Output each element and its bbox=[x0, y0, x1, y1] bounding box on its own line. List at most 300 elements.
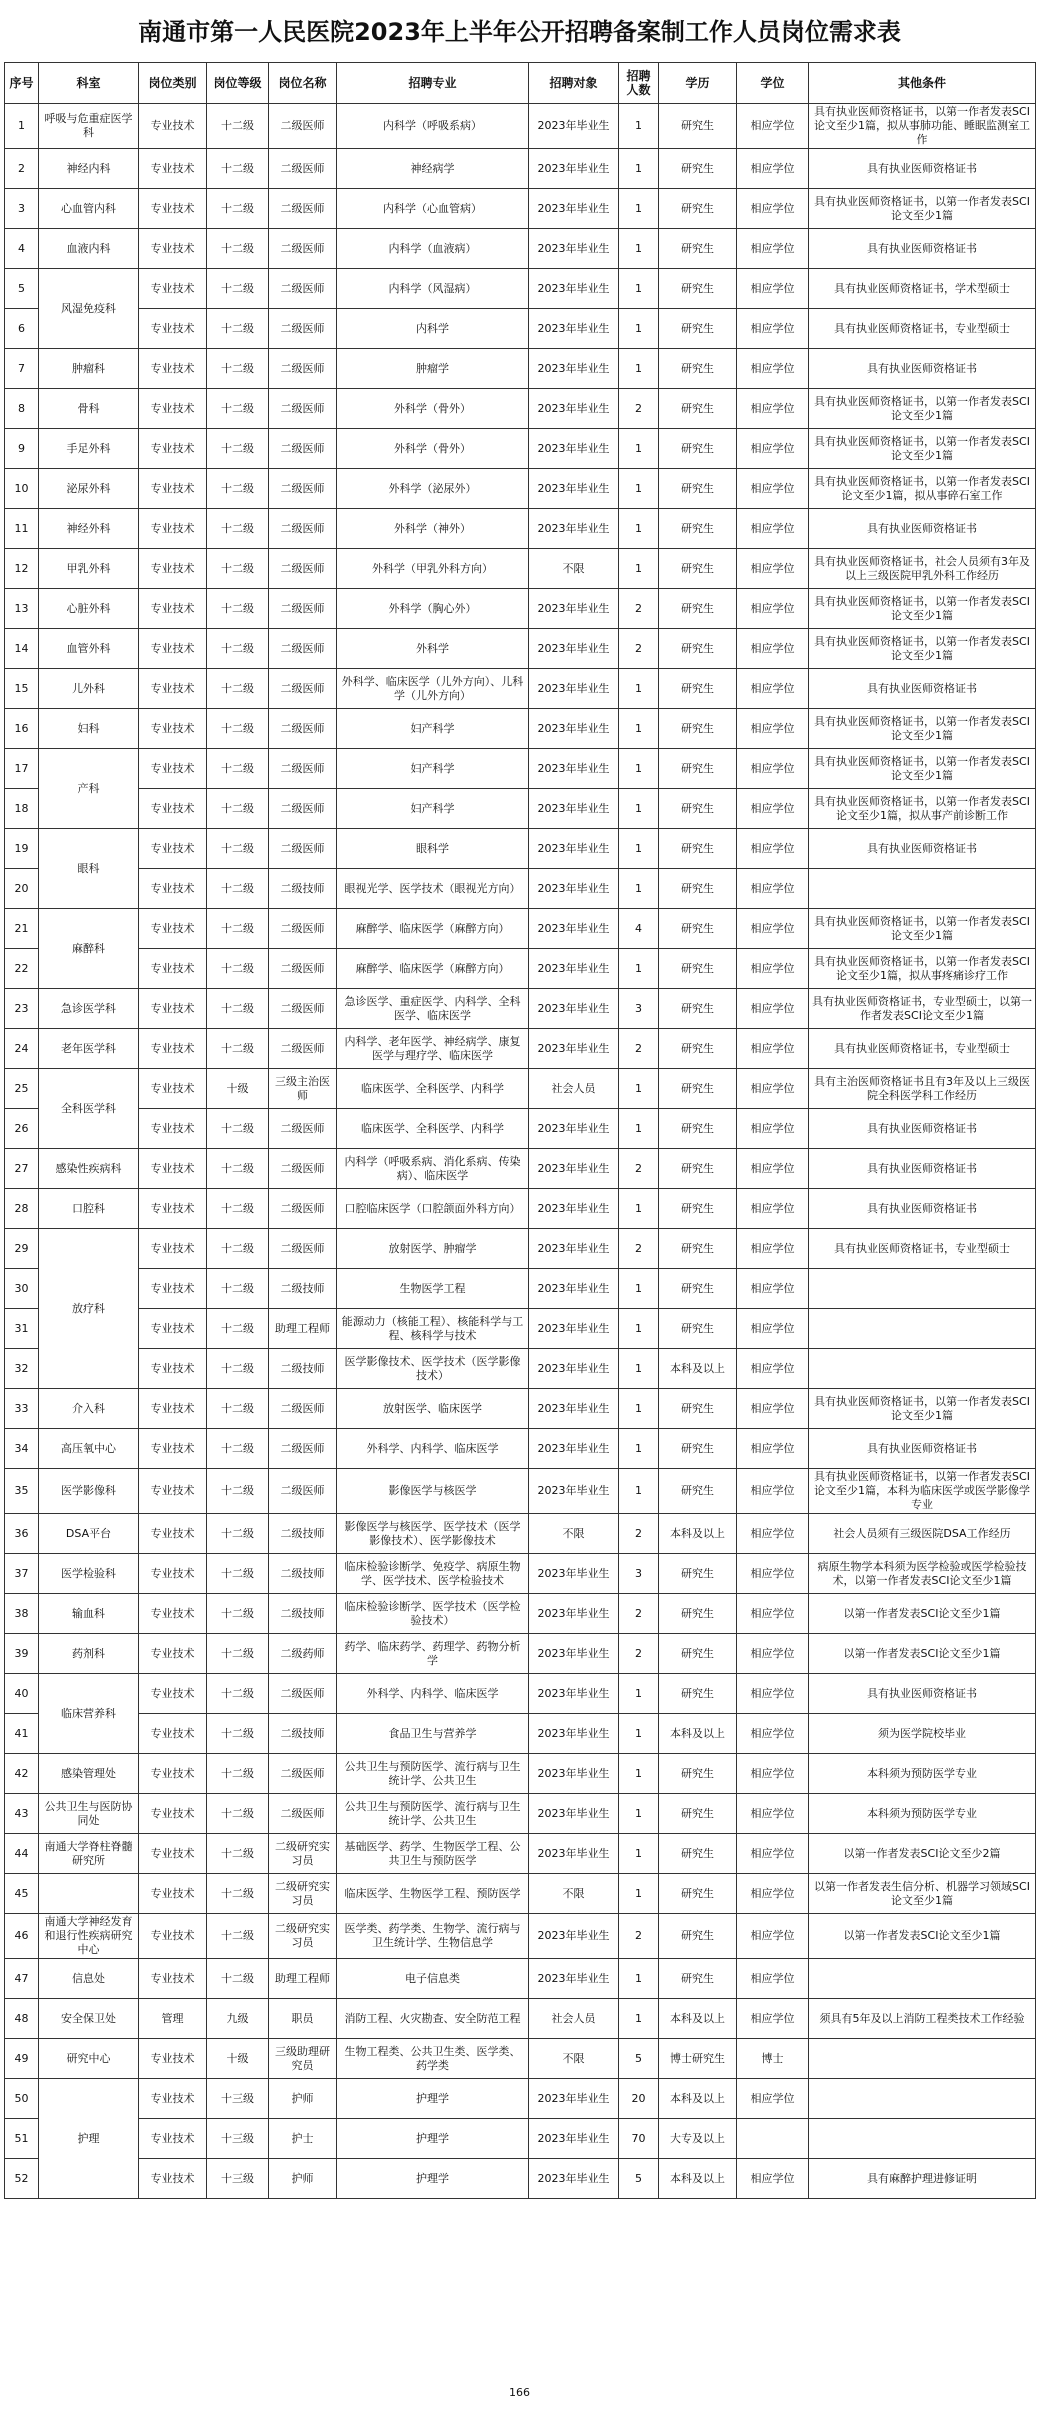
table-row bbox=[5, 1999, 1036, 2039]
header-major: 招聘专业 bbox=[337, 63, 529, 104]
cell-dept: 老年医学科 bbox=[39, 1029, 139, 1069]
cell-count: 70 bbox=[619, 2119, 659, 2159]
cell-type: 专业技术 bbox=[139, 1269, 207, 1309]
cell-level: 十二级 bbox=[207, 669, 269, 709]
header-level: 岗位等级 bbox=[207, 63, 269, 104]
cell-major: 药学、临床药学、药理学、药物分析学 bbox=[337, 1634, 529, 1674]
cell-dept: 妇科 bbox=[39, 709, 139, 749]
cell-edu: 研究生 bbox=[659, 269, 737, 309]
cell-other: 须为医学院校毕业 bbox=[809, 1714, 1036, 1754]
cell-degree: 相应学位 bbox=[737, 629, 809, 669]
cell-edu: 本科及以上 bbox=[659, 2159, 737, 2199]
cell-major: 消防工程、火灾勘查、安全防范工程 bbox=[337, 1999, 529, 2039]
cell-target: 2023年毕业生 bbox=[529, 589, 619, 629]
cell-count: 1 bbox=[619, 104, 659, 149]
cell-degree: 相应学位 bbox=[737, 1269, 809, 1309]
cell-degree: 相应学位 bbox=[737, 749, 809, 789]
cell-other: 具有执业医师资格证书 bbox=[809, 229, 1036, 269]
cell-edu: 研究生 bbox=[659, 1674, 737, 1714]
cell-type: 专业技术 bbox=[139, 229, 207, 269]
cell-post: 二级医师 bbox=[269, 189, 337, 229]
table-row bbox=[5, 1069, 1036, 1109]
cell-target: 2023年毕业生 bbox=[529, 269, 619, 309]
cell-type: 专业技术 bbox=[139, 429, 207, 469]
cell-post: 二级医师 bbox=[269, 1189, 337, 1229]
cell-type: 专业技术 bbox=[139, 869, 207, 909]
cell-no: 42 bbox=[5, 1754, 39, 1794]
cell-target: 2023年毕业生 bbox=[529, 1554, 619, 1594]
cell-degree: 相应学位 bbox=[737, 1149, 809, 1189]
cell-type: 专业技术 bbox=[139, 749, 207, 789]
table-row bbox=[5, 189, 1036, 229]
cell-type: 专业技术 bbox=[139, 2119, 207, 2159]
cell-no: 3 bbox=[5, 189, 39, 229]
cell-target: 2023年毕业生 bbox=[529, 1959, 619, 1999]
cell-edu: 研究生 bbox=[659, 1794, 737, 1834]
cell-other bbox=[809, 1309, 1036, 1349]
cell-edu: 研究生 bbox=[659, 869, 737, 909]
cell-no: 52 bbox=[5, 2159, 39, 2199]
table-row bbox=[5, 2119, 1036, 2159]
cell-major: 口腔临床医学（口腔颌面外科方向） bbox=[337, 1189, 529, 1229]
cell-post: 二级医师 bbox=[269, 349, 337, 389]
cell-edu: 本科及以上 bbox=[659, 1714, 737, 1754]
cell-level: 十二级 bbox=[207, 429, 269, 469]
cell-level: 十二级 bbox=[207, 389, 269, 429]
cell-major: 电子信息类 bbox=[337, 1959, 529, 1999]
cell-level: 十级 bbox=[207, 1069, 269, 1109]
cell-other: 具有执业医师资格证书，以第一作者发表SCI论文至少1篇 bbox=[809, 429, 1036, 469]
cell-dept: 肿瘤科 bbox=[39, 349, 139, 389]
cell-count: 1 bbox=[619, 229, 659, 269]
cell-count: 2 bbox=[619, 629, 659, 669]
cell-post: 二级医师 bbox=[269, 789, 337, 829]
cell-count: 5 bbox=[619, 2159, 659, 2199]
table-row bbox=[5, 1834, 1036, 1874]
cell-major: 生物医学工程 bbox=[337, 1269, 529, 1309]
cell-other: 具有执业医师资格证书 bbox=[809, 1674, 1036, 1714]
cell-target: 2023年毕业生 bbox=[529, 1109, 619, 1149]
cell-degree: 相应学位 bbox=[737, 104, 809, 149]
cell-level: 十二级 bbox=[207, 1959, 269, 1999]
cell-target: 2023年毕业生 bbox=[529, 2119, 619, 2159]
cell-major: 内科学、老年医学、神经病学、康复医学与理疗学、临床医学 bbox=[337, 1029, 529, 1069]
cell-type: 专业技术 bbox=[139, 1514, 207, 1554]
cell-type: 专业技术 bbox=[139, 1834, 207, 1874]
cell-count: 1 bbox=[619, 509, 659, 549]
cell-no: 20 bbox=[5, 869, 39, 909]
cell-type: 专业技术 bbox=[139, 909, 207, 949]
cell-edu: 研究生 bbox=[659, 309, 737, 349]
cell-target: 2023年毕业生 bbox=[529, 789, 619, 829]
cell-post: 二级医师 bbox=[269, 669, 337, 709]
cell-type: 专业技术 bbox=[139, 709, 207, 749]
cell-type: 专业技术 bbox=[139, 1389, 207, 1429]
cell-edu: 本科及以上 bbox=[659, 1349, 737, 1389]
cell-post: 护师 bbox=[269, 2159, 337, 2199]
cell-target: 2023年毕业生 bbox=[529, 2159, 619, 2199]
cell-edu: 本科及以上 bbox=[659, 1514, 737, 1554]
cell-dept: 泌尿外科 bbox=[39, 469, 139, 509]
cell-degree: 相应学位 bbox=[737, 1634, 809, 1674]
cell-other: 具有执业医师资格证书，以第一作者发表SCI论文至少1篇 bbox=[809, 389, 1036, 429]
cell-post: 二级医师 bbox=[269, 389, 337, 429]
cell-target: 2023年毕业生 bbox=[529, 909, 619, 949]
cell-degree: 相应学位 bbox=[737, 469, 809, 509]
cell-major: 护理学 bbox=[337, 2079, 529, 2119]
cell-target: 2023年毕业生 bbox=[529, 869, 619, 909]
cell-other: 以第一作者发表SCI论文至少1篇 bbox=[809, 1594, 1036, 1634]
cell-post: 二级医师 bbox=[269, 549, 337, 589]
cell-no: 24 bbox=[5, 1029, 39, 1069]
cell-post: 二级医师 bbox=[269, 429, 337, 469]
cell-count: 3 bbox=[619, 1554, 659, 1594]
cell-other: 具有执业医师资格证书 bbox=[809, 509, 1036, 549]
cell-target: 2023年毕业生 bbox=[529, 1674, 619, 1714]
cell-edu: 研究生 bbox=[659, 789, 737, 829]
cell-target: 不限 bbox=[529, 1514, 619, 1554]
cell-degree: 相应学位 bbox=[737, 1189, 809, 1229]
cell-count: 2 bbox=[619, 1594, 659, 1634]
cell-edu: 研究生 bbox=[659, 1959, 737, 1999]
table-row bbox=[5, 2079, 1036, 2119]
cell-no: 29 bbox=[5, 1229, 39, 1269]
cell-count: 2 bbox=[619, 1229, 659, 1269]
cell-level: 十二级 bbox=[207, 1714, 269, 1754]
cell-major: 急诊医学、重症医学、内科学、全科医学、临床医学 bbox=[337, 989, 529, 1029]
cell-no: 35 bbox=[5, 1469, 39, 1514]
cell-no: 36 bbox=[5, 1514, 39, 1554]
cell-type: 专业技术 bbox=[139, 389, 207, 429]
cell-dept: 血液内科 bbox=[39, 229, 139, 269]
cell-target: 2023年毕业生 bbox=[529, 1754, 619, 1794]
cell-post: 二级医师 bbox=[269, 309, 337, 349]
table-row bbox=[5, 829, 1036, 869]
cell-level: 十二级 bbox=[207, 1189, 269, 1229]
cell-degree: 相应学位 bbox=[737, 1069, 809, 1109]
table-row bbox=[5, 909, 1036, 949]
cell-other bbox=[809, 1349, 1036, 1389]
table-row bbox=[5, 869, 1036, 909]
cell-level: 十二级 bbox=[207, 469, 269, 509]
cell-other: 以第一作者发表SCI论文至少2篇 bbox=[809, 1834, 1036, 1874]
cell-no: 34 bbox=[5, 1429, 39, 1469]
cell-type: 专业技术 bbox=[139, 509, 207, 549]
table-row bbox=[5, 1514, 1036, 1554]
cell-no: 30 bbox=[5, 1269, 39, 1309]
cell-edu: 研究生 bbox=[659, 1029, 737, 1069]
cell-edu: 研究生 bbox=[659, 829, 737, 869]
table-row bbox=[5, 1714, 1036, 1754]
cell-post: 二级医师 bbox=[269, 829, 337, 869]
cell-other bbox=[809, 2119, 1036, 2159]
cell-degree: 相应学位 bbox=[737, 1469, 809, 1514]
cell-post: 二级技师 bbox=[269, 1554, 337, 1594]
table-row bbox=[5, 389, 1036, 429]
cell-edu: 研究生 bbox=[659, 1309, 737, 1349]
cell-post: 二级医师 bbox=[269, 1029, 337, 1069]
cell-degree: 相应学位 bbox=[737, 1029, 809, 1069]
cell-count: 2 bbox=[619, 389, 659, 429]
cell-type: 管理 bbox=[139, 1999, 207, 2039]
cell-degree: 相应学位 bbox=[737, 989, 809, 1029]
cell-other: 具有执业医师资格证书，社会人员须有3年及以上三级医院甲乳外科工作经历 bbox=[809, 549, 1036, 589]
cell-type: 专业技术 bbox=[139, 1594, 207, 1634]
cell-count: 1 bbox=[619, 1469, 659, 1514]
cell-count: 3 bbox=[619, 989, 659, 1029]
cell-no: 51 bbox=[5, 2119, 39, 2159]
cell-target: 2023年毕业生 bbox=[529, 189, 619, 229]
cell-dept: 感染管理处 bbox=[39, 1754, 139, 1794]
cell-target: 2023年毕业生 bbox=[529, 349, 619, 389]
cell-major: 麻醉学、临床医学（麻醉方向） bbox=[337, 909, 529, 949]
cell-no: 43 bbox=[5, 1794, 39, 1834]
cell-count: 1 bbox=[619, 1754, 659, 1794]
cell-major: 临床检验诊断学、免疫学、病原生物学、医学技术、医学检验技术 bbox=[337, 1554, 529, 1594]
cell-major: 外科学、临床医学（儿外方向）、儿科学（儿外方向） bbox=[337, 669, 529, 709]
cell-dept: 甲乳外科 bbox=[39, 549, 139, 589]
cell-other: 具有执业医师资格证书，以第一作者发表SCI论文至少1篇 bbox=[809, 709, 1036, 749]
cell-level: 十二级 bbox=[207, 1469, 269, 1514]
page-number: 166 bbox=[509, 2386, 530, 2399]
cell-degree: 相应学位 bbox=[737, 1754, 809, 1794]
cell-edu: 研究生 bbox=[659, 1554, 737, 1594]
cell-post: 二级技师 bbox=[269, 1594, 337, 1634]
cell-count: 1 bbox=[619, 1959, 659, 1999]
cell-degree: 相应学位 bbox=[737, 709, 809, 749]
table-row bbox=[5, 1874, 1036, 1914]
cell-edu: 研究生 bbox=[659, 629, 737, 669]
cell-no: 9 bbox=[5, 429, 39, 469]
cell-major: 外科学（泌尿外） bbox=[337, 469, 529, 509]
cell-edu: 研究生 bbox=[659, 1109, 737, 1149]
cell-other: 具有执业医师资格证书 bbox=[809, 1189, 1036, 1229]
cell-dept: 南通大学脊柱脊髓研究所 bbox=[39, 1834, 139, 1874]
cell-no: 5 bbox=[5, 269, 39, 309]
header-row bbox=[5, 63, 1036, 104]
table-row bbox=[5, 549, 1036, 589]
cell-count: 2 bbox=[619, 1149, 659, 1189]
cell-degree bbox=[737, 2119, 809, 2159]
cell-level: 十二级 bbox=[207, 1309, 269, 1349]
cell-edu: 研究生 bbox=[659, 349, 737, 389]
cell-degree: 相应学位 bbox=[737, 1714, 809, 1754]
cell-other: 病原生物学本科须为医学检验或医学检验技术，以第一作者发表SCI论文至少1篇 bbox=[809, 1554, 1036, 1594]
cell-degree: 相应学位 bbox=[737, 869, 809, 909]
cell-degree: 相应学位 bbox=[737, 549, 809, 589]
cell-post: 二级医师 bbox=[269, 1469, 337, 1514]
cell-level: 十二级 bbox=[207, 989, 269, 1029]
cell-other: 具有执业医师资格证书 bbox=[809, 829, 1036, 869]
cell-other: 具有执业医师资格证书，以第一作者发表SCI论文至少1篇，拟从事疼痛诊疗工作 bbox=[809, 949, 1036, 989]
cell-target: 2023年毕业生 bbox=[529, 509, 619, 549]
cell-count: 1 bbox=[619, 189, 659, 229]
cell-degree: 相应学位 bbox=[737, 1429, 809, 1469]
cell-no: 38 bbox=[5, 1594, 39, 1634]
table-row bbox=[5, 789, 1036, 829]
cell-level: 十二级 bbox=[207, 1554, 269, 1594]
table-row bbox=[5, 1634, 1036, 1674]
cell-post: 二级医师 bbox=[269, 1229, 337, 1269]
cell-degree: 相应学位 bbox=[737, 949, 809, 989]
cell-post: 二级医师 bbox=[269, 749, 337, 789]
cell-other bbox=[809, 2079, 1036, 2119]
cell-major: 外科学 bbox=[337, 629, 529, 669]
cell-dept bbox=[39, 1874, 139, 1914]
cell-level: 十二级 bbox=[207, 629, 269, 669]
cell-count: 1 bbox=[619, 1429, 659, 1469]
cell-target: 2023年毕业生 bbox=[529, 1229, 619, 1269]
cell-level: 十二级 bbox=[207, 269, 269, 309]
cell-dept: 医学检验科 bbox=[39, 1554, 139, 1594]
cell-target: 社会人员 bbox=[529, 1999, 619, 2039]
cell-type: 专业技术 bbox=[139, 309, 207, 349]
cell-edu: 研究生 bbox=[659, 429, 737, 469]
cell-other: 具有主治医师资格证书且有3年及以上三级医院全科医学科工作经历 bbox=[809, 1069, 1036, 1109]
cell-degree: 相应学位 bbox=[737, 429, 809, 469]
cell-major: 影像医学与核医学 bbox=[337, 1469, 529, 1514]
cell-count: 20 bbox=[619, 2079, 659, 2119]
cell-other: 具有执业医师资格证书 bbox=[809, 1429, 1036, 1469]
cell-post: 二级技师 bbox=[269, 1349, 337, 1389]
cell-dept: 信息处 bbox=[39, 1959, 139, 1999]
cell-target: 2023年毕业生 bbox=[529, 1429, 619, 1469]
cell-other: 本科须为预防医学专业 bbox=[809, 1754, 1036, 1794]
cell-level: 十二级 bbox=[207, 709, 269, 749]
cell-degree: 相应学位 bbox=[737, 1999, 809, 2039]
cell-degree: 相应学位 bbox=[737, 189, 809, 229]
cell-no: 33 bbox=[5, 1389, 39, 1429]
cell-type: 专业技术 bbox=[139, 1914, 207, 1959]
cell-level: 十二级 bbox=[207, 1149, 269, 1189]
cell-type: 专业技术 bbox=[139, 104, 207, 149]
table-row bbox=[5, 269, 1036, 309]
cell-major: 医学影像技术、医学技术（医学影像技术） bbox=[337, 1349, 529, 1389]
cell-dept: 护理 bbox=[39, 2079, 139, 2199]
cell-level: 十二级 bbox=[207, 349, 269, 389]
cell-edu: 研究生 bbox=[659, 509, 737, 549]
cell-dept: 医学影像科 bbox=[39, 1469, 139, 1514]
cell-other bbox=[809, 1959, 1036, 1999]
cell-type: 专业技术 bbox=[139, 1754, 207, 1794]
cell-degree: 相应学位 bbox=[737, 789, 809, 829]
cell-post: 二级药师 bbox=[269, 1634, 337, 1674]
cell-no: 45 bbox=[5, 1874, 39, 1914]
table-row bbox=[5, 669, 1036, 709]
cell-dept: 产科 bbox=[39, 749, 139, 829]
cell-degree: 相应学位 bbox=[737, 589, 809, 629]
cell-target: 2023年毕业生 bbox=[529, 749, 619, 789]
cell-type: 专业技术 bbox=[139, 1149, 207, 1189]
cell-target: 2023年毕业生 bbox=[529, 949, 619, 989]
cell-major: 内科学（呼吸系病、消化系病、传染病）、临床医学 bbox=[337, 1149, 529, 1189]
cell-target: 2023年毕业生 bbox=[529, 1189, 619, 1229]
header-no: 序号 bbox=[5, 63, 39, 104]
cell-type: 专业技术 bbox=[139, 1469, 207, 1514]
cell-edu: 研究生 bbox=[659, 749, 737, 789]
cell-major: 外科学、内科学、临床医学 bbox=[337, 1429, 529, 1469]
cell-level: 十二级 bbox=[207, 829, 269, 869]
cell-no: 28 bbox=[5, 1189, 39, 1229]
header-count: 招聘人数 bbox=[619, 63, 659, 104]
cell-target: 2023年毕业生 bbox=[529, 1309, 619, 1349]
cell-type: 专业技术 bbox=[139, 989, 207, 1029]
cell-level: 十二级 bbox=[207, 1109, 269, 1149]
cell-target: 2023年毕业生 bbox=[529, 1269, 619, 1309]
cell-dept: 手足外科 bbox=[39, 429, 139, 469]
table-row bbox=[5, 1269, 1036, 1309]
cell-count: 1 bbox=[619, 429, 659, 469]
cell-degree: 相应学位 bbox=[737, 1349, 809, 1389]
cell-target: 2023年毕业生 bbox=[529, 1914, 619, 1959]
cell-count: 1 bbox=[619, 1349, 659, 1389]
cell-target: 2023年毕业生 bbox=[529, 1834, 619, 1874]
cell-level: 十二级 bbox=[207, 309, 269, 349]
cell-count: 1 bbox=[619, 1999, 659, 2039]
cell-no: 18 bbox=[5, 789, 39, 829]
cell-target: 2023年毕业生 bbox=[529, 1469, 619, 1514]
cell-type: 专业技术 bbox=[139, 1714, 207, 1754]
cell-degree: 相应学位 bbox=[737, 669, 809, 709]
cell-other: 具有麻醉护理进修证明 bbox=[809, 2159, 1036, 2199]
cell-level: 十二级 bbox=[207, 1594, 269, 1634]
cell-level: 十三级 bbox=[207, 2079, 269, 2119]
cell-dept: 药剂科 bbox=[39, 1634, 139, 1674]
cell-no: 17 bbox=[5, 749, 39, 789]
cell-edu: 本科及以上 bbox=[659, 2079, 737, 2119]
cell-level: 十三级 bbox=[207, 2159, 269, 2199]
cell-type: 专业技术 bbox=[139, 1349, 207, 1389]
header-post: 岗位名称 bbox=[269, 63, 337, 104]
cell-major: 外科学、内科学、临床医学 bbox=[337, 1674, 529, 1714]
cell-no: 21 bbox=[5, 909, 39, 949]
cell-dept: 风湿免疫科 bbox=[39, 269, 139, 349]
cell-other: 具有执业医师资格证书，以第一作者发表SCI论文至少1篇 bbox=[809, 909, 1036, 949]
cell-target: 2023年毕业生 bbox=[529, 469, 619, 509]
cell-post: 二级医师 bbox=[269, 509, 337, 549]
cell-no: 22 bbox=[5, 949, 39, 989]
cell-no: 12 bbox=[5, 549, 39, 589]
cell-degree: 相应学位 bbox=[737, 1389, 809, 1429]
cell-target: 2023年毕业生 bbox=[529, 309, 619, 349]
cell-major: 妇产科学 bbox=[337, 749, 529, 789]
cell-no: 26 bbox=[5, 1109, 39, 1149]
cell-count: 1 bbox=[619, 869, 659, 909]
cell-post: 二级医师 bbox=[269, 229, 337, 269]
cell-edu: 本科及以上 bbox=[659, 1999, 737, 2039]
cell-no: 11 bbox=[5, 509, 39, 549]
cell-level: 十二级 bbox=[207, 1269, 269, 1309]
table-row bbox=[5, 1389, 1036, 1429]
table-row bbox=[5, 229, 1036, 269]
cell-dept: 全科医学科 bbox=[39, 1069, 139, 1149]
cell-target: 不限 bbox=[529, 549, 619, 589]
cell-dept: 南通大学神经发育和退行性疾病研究中心 bbox=[39, 1914, 139, 1959]
header-type: 岗位类别 bbox=[139, 63, 207, 104]
cell-edu: 研究生 bbox=[659, 1149, 737, 1189]
cell-level: 十二级 bbox=[207, 1029, 269, 1069]
cell-type: 专业技术 bbox=[139, 2039, 207, 2079]
table-row bbox=[5, 949, 1036, 989]
cell-other: 具有执业医师资格证书，以第一作者发表SCI论文至少1篇，拟从事碎石室工作 bbox=[809, 469, 1036, 509]
cell-type: 专业技术 bbox=[139, 549, 207, 589]
cell-other: 以第一作者发表SCI论文至少1篇 bbox=[809, 1634, 1036, 1674]
cell-no: 2 bbox=[5, 149, 39, 189]
header-dept: 科室 bbox=[39, 63, 139, 104]
cell-post: 二级医师 bbox=[269, 1674, 337, 1714]
cell-level: 十二级 bbox=[207, 869, 269, 909]
cell-count: 2 bbox=[619, 589, 659, 629]
